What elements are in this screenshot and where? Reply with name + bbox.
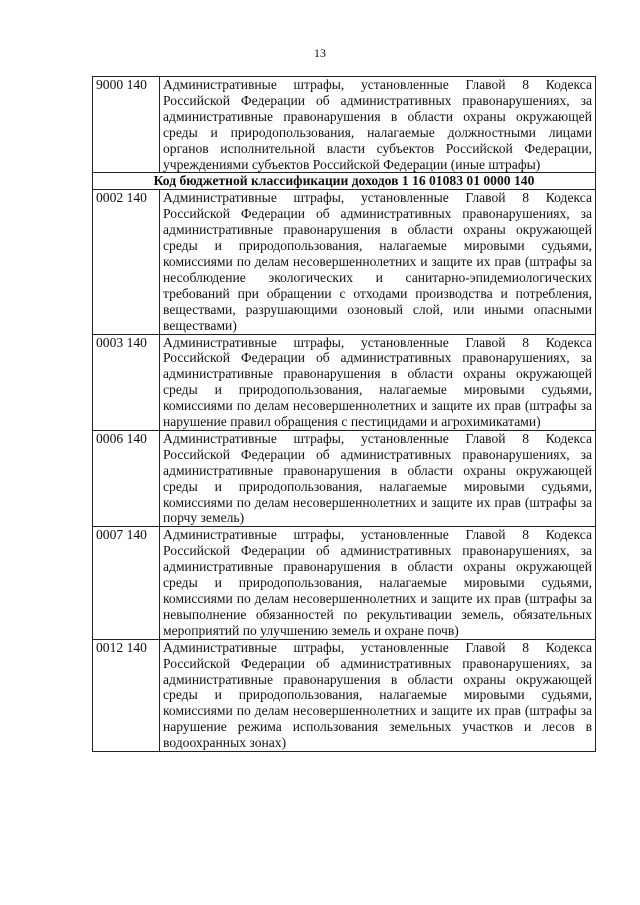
row-description: Административные штрафы, установленные Главой 8 Кодекса Российской Федерации об административных правонарушениях, за административные правонарушения в области охраны окружающей среды и природопользования, налагаемые должностными лицами органов исполнительной власти субъектов Российской Федерации, учреждениями субъектов Российской Федерации (иные штрафы) [160, 77, 596, 173]
table-row [93, 527, 596, 639]
row-code: 0012 140 [93, 639, 160, 751]
page-number: 13 [314, 46, 326, 60]
row-code: 0006 140 [93, 430, 160, 526]
row-code: 0003 140 [93, 334, 160, 430]
table-row [93, 190, 596, 334]
row-code: 0002 140 [93, 190, 160, 334]
row-description: Административные штрафы, установленные Главой 8 Кодекса Российской Федерации об административных правонарушениях, за административные правонарушения в области охраны окружающей среды и природопользования, налагаемые мировыми судьями, комиссиями по делам несовершеннолетних и защите их прав (штрафы за нарушение режима использования земельных участков и лесов в водоохранных зонах) [160, 639, 596, 751]
table-row [93, 77, 596, 173]
budget-classification-table [92, 76, 596, 752]
table-row [93, 639, 596, 751]
row-code: 9000 140 [93, 77, 160, 173]
section-header-row [93, 173, 596, 190]
row-description: Административные штрафы, установленные Главой 8 Кодекса Российской Федерации об административных правонарушениях, за административные правонарушения в области охраны окружающей среды и природопользования, налагаемые мировыми судьями, комиссиями по делам несовершеннолетних и защите их прав (штрафы за порчу земель) [160, 430, 596, 526]
table-row [93, 334, 596, 430]
table-row [93, 430, 596, 526]
row-description: Административные штрафы, установленные Главой 8 Кодекса Российской Федерации об административных правонарушениях, за административные правонарушения в области охраны окружающей среды и природопользования, налагаемые мировыми судьями, комиссиями по делам несовершеннолетних и защите их прав (штрафы за несоблюдение экологических и санитарно-эпидемиологических требований при обращении с отходами производства и потребления, веществами, разрушающими озоновый слой, или иными опасными веществами) [160, 190, 596, 334]
row-description: Административные штрафы, установленные Главой 8 Кодекса Российской Федерации об административных правонарушениях, за административные правонарушения в области охраны окружающей среды и природопользования, налагаемые мировыми судьями, комиссиями по делам несовершеннолетних и защите их прав (штрафы за нарушение правил обращения с пестицидами и агрохимикатами) [160, 334, 596, 430]
section-header: Код бюджетной классификации доходов 1 16 01083 01 0000 140 [93, 173, 596, 190]
row-description: Административные штрафы, установленные Главой 8 Кодекса Российской Федерации об административных правонарушениях, за административные правонарушения в области охраны окружающей среды и природопользования, налагаемые мировыми судьями, комиссиями по делам несовершеннолетних и защите их прав (штрафы за невыполнение обязанностей по рекультивации земель, обязательных мероприятий по улучшению земель и охране почв) [160, 527, 596, 639]
row-code: 0007 140 [93, 527, 160, 639]
